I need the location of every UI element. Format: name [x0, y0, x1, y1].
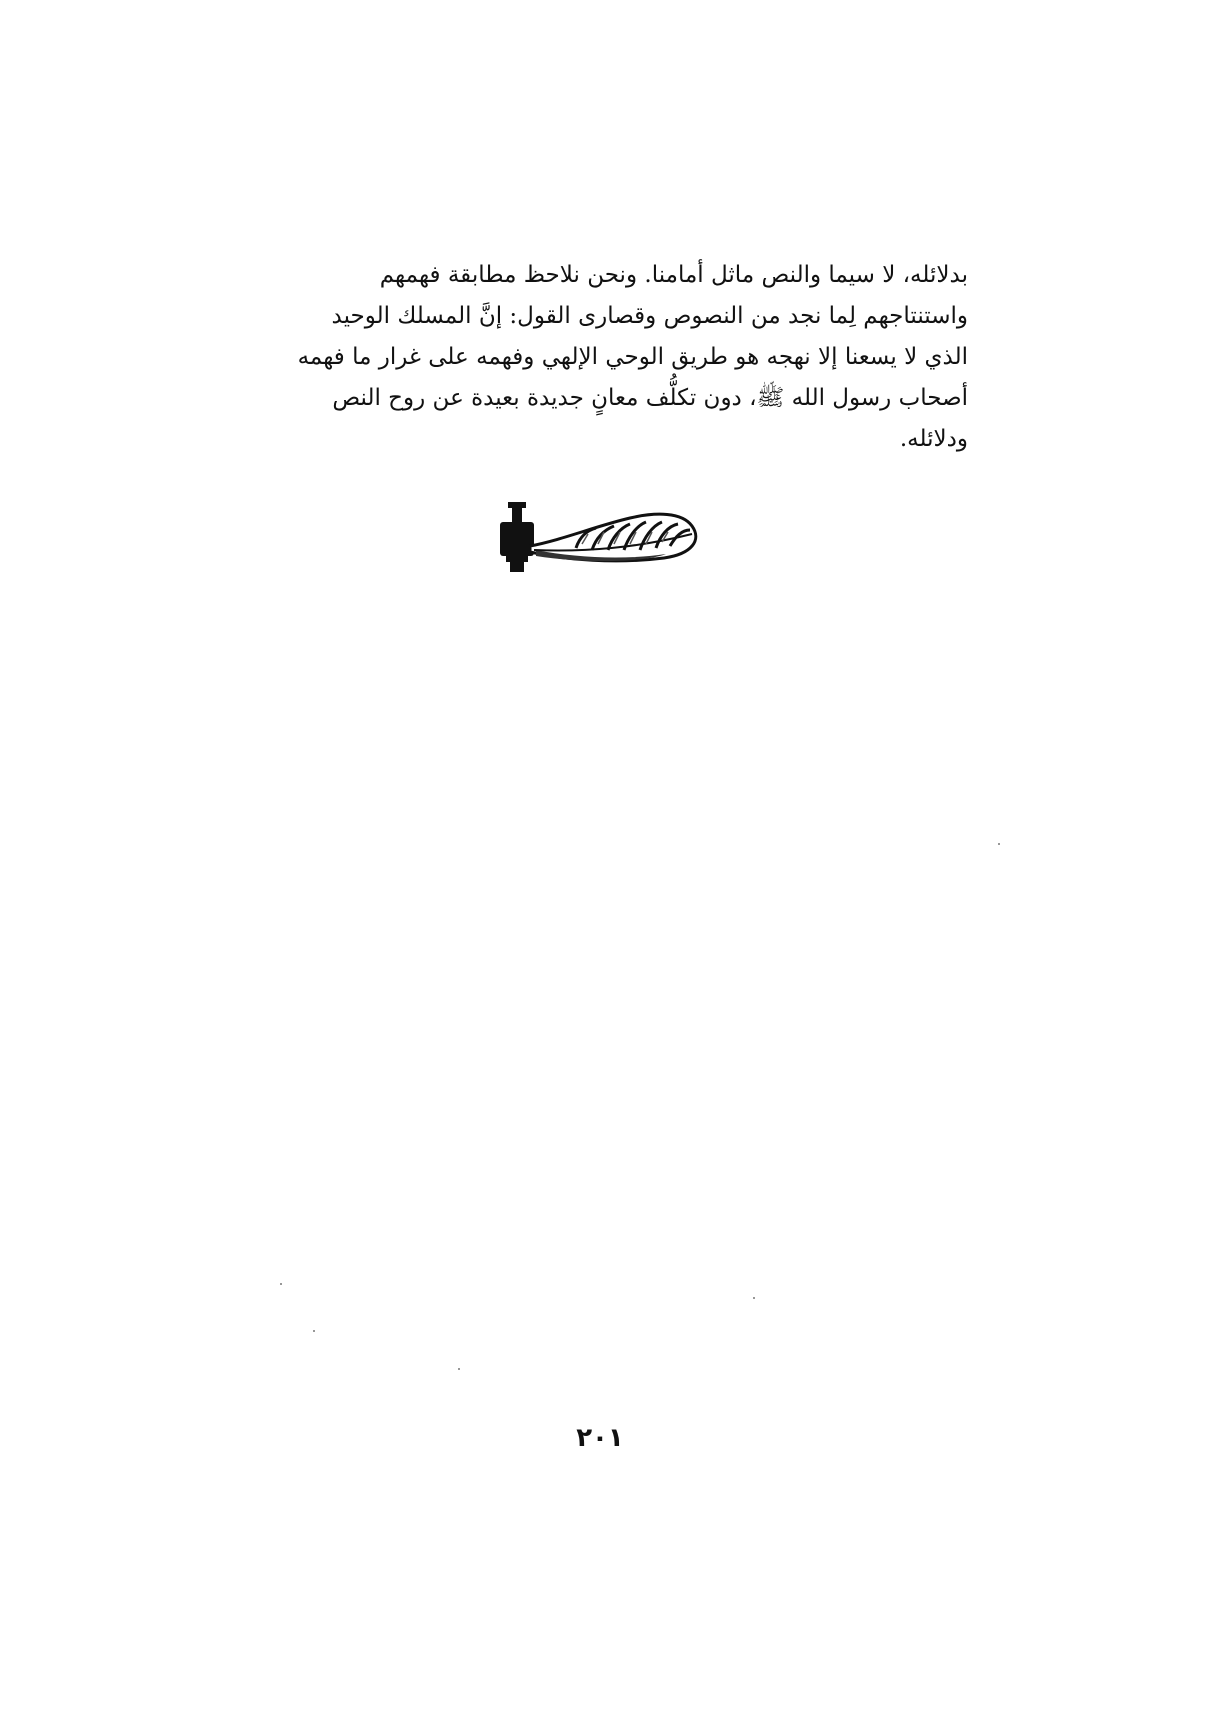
page-number: ٢٠١: [576, 1423, 624, 1453]
scan-speck: [998, 843, 1000, 845]
quill-and-inkwell-icon: [496, 500, 702, 576]
scan-speck: [313, 1330, 315, 1332]
paragraph-line: واستنتاجهم لِما نجد من النصوص وقصارى القول: إنَّ المسلك الوحيد: [331, 303, 968, 329]
body-paragraph: [236, 255, 968, 460]
paragraph-line: بدلائله، لا سيما والنص ماثل أمامنا. ونحن نلاحظ مطابقة فهمهم: [379, 262, 968, 288]
paragraph-line: ودلائله.: [899, 426, 968, 452]
scan-speck: [458, 1368, 460, 1370]
paragraph-line: أصحاب رسول الله ﷺ، دون تكلُّف معانٍ جديدة بعيدة عن روح النص: [332, 385, 968, 411]
scan-speck: [280, 1283, 282, 1285]
paragraph-line: الذي لا يسعنا إلا نهجه هو طريق الوحي الإلهي وفهمه على غرار ما فهمه: [297, 344, 968, 370]
scan-speck: [753, 1297, 755, 1299]
